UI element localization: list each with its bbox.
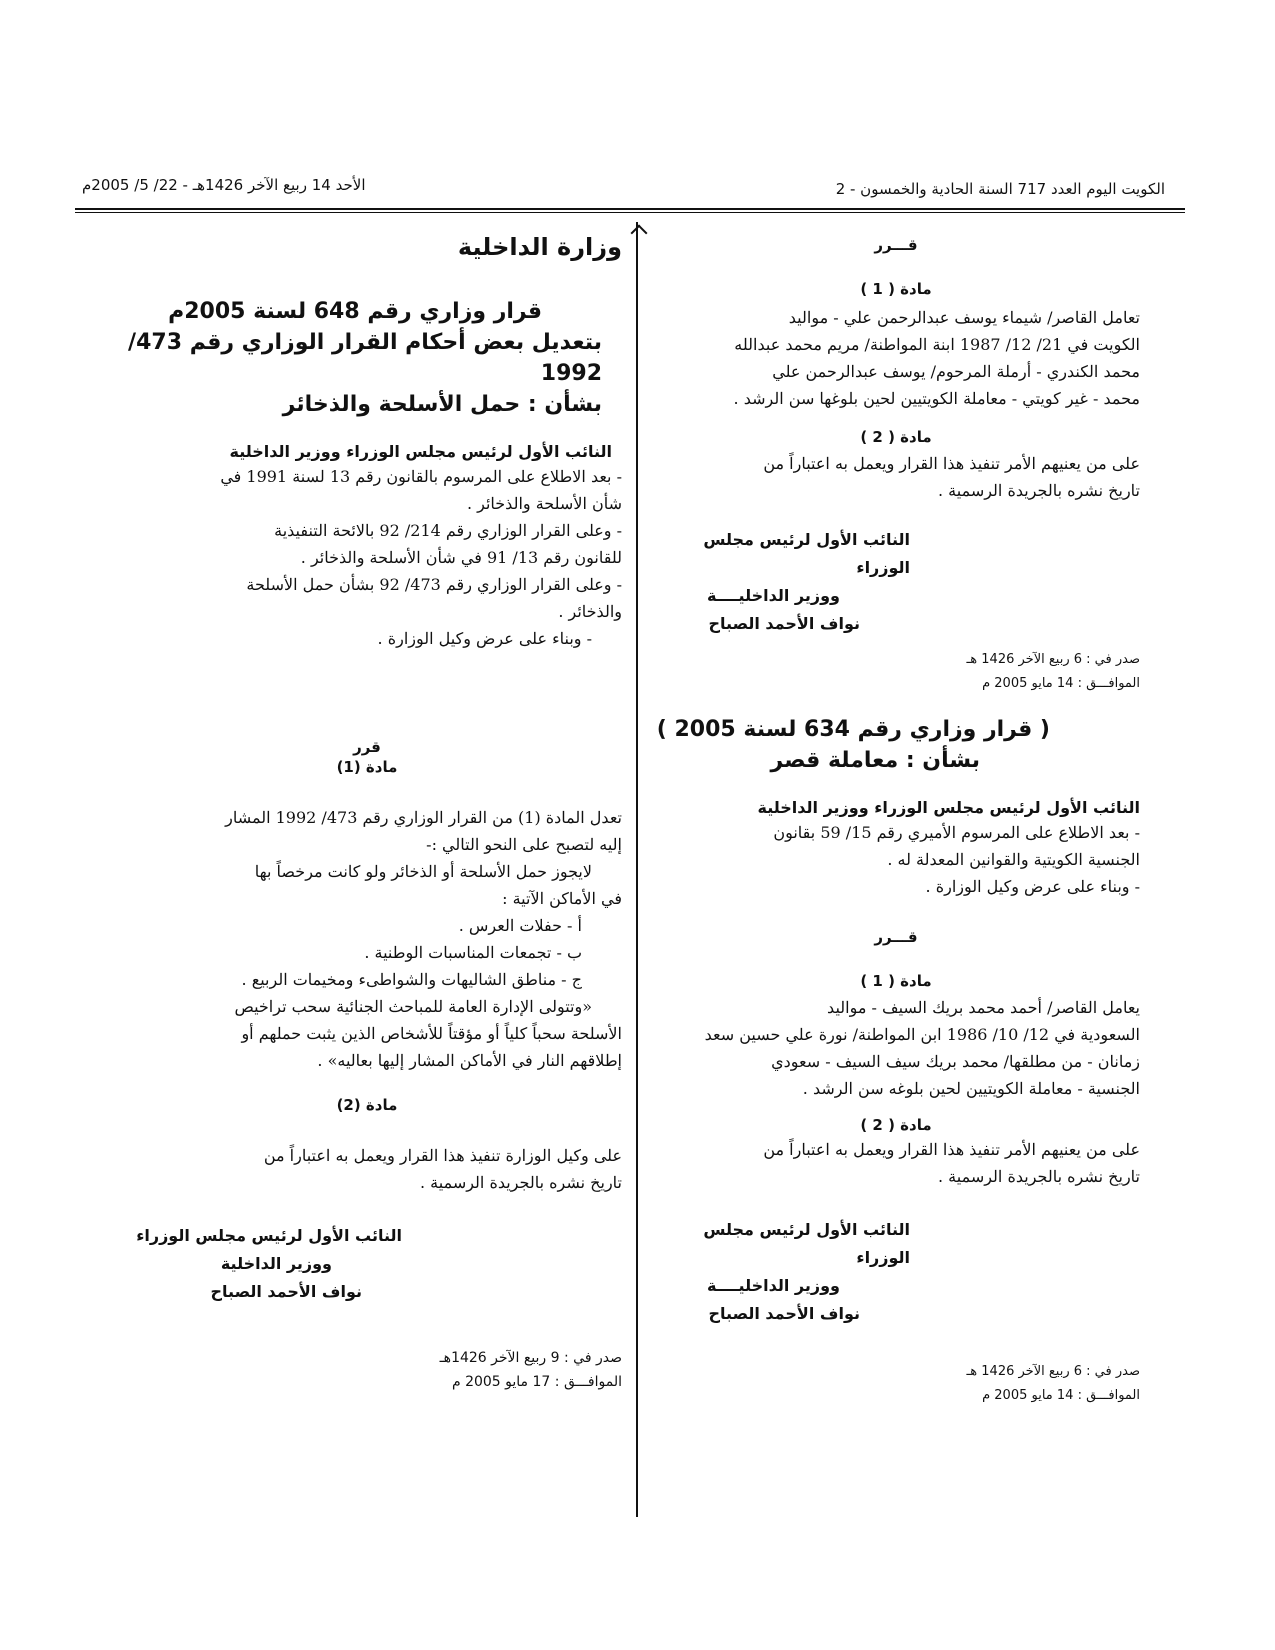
issue-date: صدر في : 6 ربيع الآخر 1426 هـ الموافـــق : 14 مايو 2005 م [966, 1364, 1140, 1403]
divider-arrow [631, 225, 648, 242]
header-rule-thin [75, 212, 1185, 213]
issue-date: صدر في : 9 ربيع الآخر 1426هـ الموافـــق : 17 مايو 2005 م [439, 1350, 622, 1390]
left-column [112, 230, 622, 1394]
article-heading: مادة ( 1 ) [860, 280, 932, 298]
decree-title: قرار وزاري رقم 648 لسنة 2005م بتعديل بعض أحكام القرار الوزاري رقم 473/ 1992 بشأن : حمل الأسلحة والذخائر [128, 299, 602, 417]
decision-heading: قـــرر [874, 236, 918, 254]
decision-heading: قـــرر [874, 928, 918, 946]
issue-date: صدر في : 6 ربيع الآخر 1426 هـ الموافـــق : 14 مايو 2005 م [966, 652, 1140, 691]
decision-heading: قرر [353, 738, 381, 756]
article-heading: مادة ( 1 ) [860, 972, 932, 990]
article-body: على من يعنيهم الأمر تنفيذ هذا القرار ويعمل به اعتباراً من تاريخ نشره بالجريدة الرسمية . [763, 1140, 1140, 1186]
article-heading: مادة ( 2 ) [860, 428, 932, 446]
header-rule [75, 208, 1185, 210]
article-heading: مادة (1) [336, 758, 398, 776]
signature-block: النائب الأول لرئيس مجلس الوزراء ووزير الداخلية نواف الأحمد الصباح [136, 1226, 402, 1301]
article-body: على من يعنيهم الأمر تنفيذ هذا القرار ويعمل به اعتباراً من تاريخ نشره بالجريدة الرسمية . [763, 454, 1140, 500]
ministry-title: وزارة الداخلية [457, 233, 622, 261]
preamble-heading: النائب الأول لرئيس مجلس الوزراء ووزير الداخلية [229, 442, 612, 461]
article-body: تعامل القاصر/ شيماء يوسف عبدالرحمن علي - مواليد الكويت في 21/ 12/ 1987 ابنة المواطنة/ مريم محمد عبدالله محمد الكندري - أرملة المرحوم/ يوسف عبدالرحمن علي محمد - غير كويتي - معاملة الكويتيين لحين بلوغها سن الرشد . [733, 308, 1140, 408]
article-body: يعامل القاصر/ أحمد محمد بريك السيف - مواليد السعودية في 12/ 10/ 1986 ابن المواطنة/ نورة علي حسين سعد زمانان - من مطلقها/ محمد بريك سيف السيف - سعودي الجنسية - معاملة الكويتيين لحين بلوغه سن الرشد . [704, 998, 1140, 1098]
article-body: على وكيل الوزارة تنفيذ هذا القرار ويعمل به اعتباراً من تاريخ نشره بالجريدة الرسمية . [263, 1146, 622, 1192]
column-divider [636, 222, 638, 1517]
signature-block: النائب الأول لرئيس مجلس الوزراء ووزير الداخليــــة نواف الأحمد الصباح [703, 1220, 910, 1323]
preamble-heading: النائب الأول لرئيس مجلس الوزراء ووزير الداخلية [757, 798, 1140, 817]
decree-title: ( قرار وزاري رقم 634 لسنة 2005 ) بشأن : معاملة قصر [656, 717, 1050, 773]
article-heading: مادة ( 2 ) [860, 1116, 932, 1134]
article-body: تعدل المادة (1) من القرار الوزاري رقم 473/ 1992 المشار إليه لتصبح على النحو التالي :- لايجوز حمل الأسلحة أو الذخائر ولو كانت مرخصاً بها في الأماكن الآتية : أ - حفلات العرس . ب - تجمعات المناسبات الوطنية . ج - مناطق الشاليهات والشواطىء ومخيمات الربيع . «وتتولى الإدارة العامة للمباحث الجنائية سحب تراخيص الأسلحة سحباً كلياً أو مؤقتاً للأشخاص الذين يثبت حملهم أو إطلاقهم النار في الأماكن المشار إليها بعاليه» . [225, 808, 622, 1070]
preamble-body: - بعد الاطلاع على المرسوم بالقانون رقم 13 لسنة 1991 في شأن الأسلحة والذخائر . - وعلى القرار الوزاري رقم 214/ 92 بالائحة التنفيذية للقانون رقم 13/ 91 في شأن الأسلحة والذخائر . - وعلى القرار الوزاري رقم 473/ 92 بشأن حمل الأسلحة والذخائر . - وبناء على عرض وكيل الوزارة . [220, 467, 622, 648]
article-heading: مادة (2) [336, 1096, 398, 1114]
signature-block: النائب الأول لرئيس مجلس الوزراء ووزير الداخليــــة نواف الأحمد الصباح [703, 530, 910, 633]
preamble-body: - بعد الاطلاع على المرسوم الأميري رقم 15/ 59 بقانون الجنسية الكويتية والقوانين المعدلة له . - وبناء على عرض وكيل الوزارة . [773, 823, 1140, 896]
header-date: الأحد 14 ربيع الآخر 1426هـ - 22/ 5/ 2005م [82, 176, 366, 194]
right-column [652, 230, 1140, 1408]
header-issue: الكويت اليوم العدد 717 السنة الحادية والخمسون - 2 [835, 180, 1165, 198]
